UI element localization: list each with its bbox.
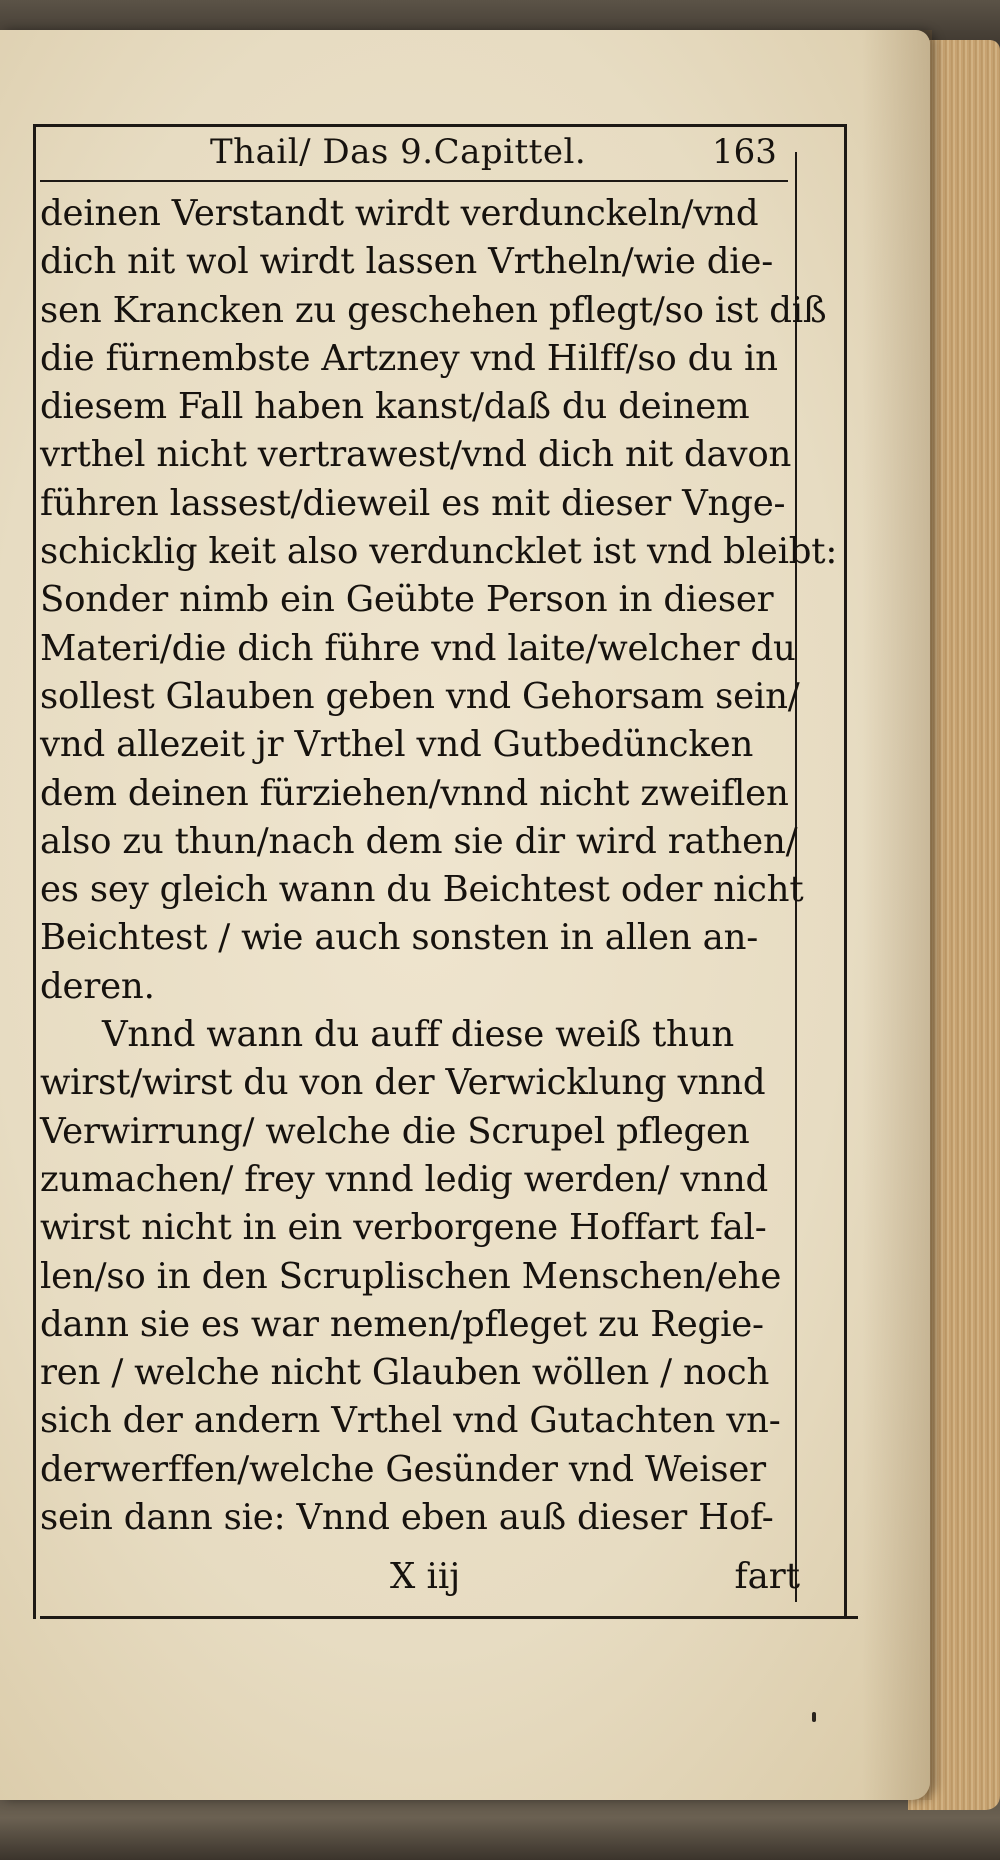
text-line: also zu thun/nach dem sie dir wird rathen/ [40, 820, 798, 862]
text-line: dem deinen fürziehen/vnnd nicht zweiflen [40, 772, 789, 814]
text-line: es sey gleich wann du Beichtest oder nicht [40, 869, 804, 911]
text-line: Sonder nimb ein Geübte Person in dieser [40, 579, 774, 621]
page-footer [40, 1552, 810, 1600]
text-line: vnd allezeit jr Vrthel vnd Gutbedüncken [40, 724, 754, 766]
text-line: sein dann sie: Vnnd eben auß dieser Hof- [40, 1497, 774, 1539]
text-line: Materi/die dich führe vnd laite/welcher du [40, 627, 796, 669]
body-text [40, 190, 838, 1542]
text-line: deinen Verstandt wirdt verdunckeln/vnd [40, 193, 759, 234]
header-rule [40, 180, 788, 182]
text-line: Beichtest / wie auch sonsten in allen an- [40, 917, 759, 959]
text-line: Verwirrung/ welche die Scrupel pflegen [40, 1110, 750, 1152]
text-line: deren. [40, 965, 155, 1007]
text-line: ren / welche nicht Glauben wöllen / noch [40, 1352, 770, 1394]
text-line: vrthel nicht vertrawest/vnd dich nit davon [40, 434, 792, 476]
text-line: führen lassest/dieweil es mit dieser Vnge- [40, 482, 786, 524]
text-line: wirst/wirst du von der Verwicklung vnnd [40, 1062, 766, 1104]
text-line: derwerffen/welche Gesünder vnd Weiser [40, 1448, 766, 1490]
running-title: Thail/ Das 9.Capittel. [210, 132, 587, 172]
text-line: len/so in den Scruplischen Menschen/ehe [40, 1255, 782, 1297]
signature-mark: X iij [390, 1556, 461, 1597]
text-line: wirst nicht in ein verborgene Hoffart fal- [40, 1207, 767, 1249]
running-header [40, 128, 800, 178]
paragraph-start-line: Vnnd wann du auff diese weiß thun [102, 1014, 735, 1056]
book-cover-bottom [0, 1790, 1000, 1860]
page-number: 163 [712, 132, 777, 172]
text-line: sen Krancken zu geschehen pflegt/so ist diß [40, 289, 827, 331]
text-line: zumachen/ frey vnnd ledig werden/ vnnd [40, 1158, 769, 1200]
text-line: sich der andern Vrthel vnd Gutachten vn- [40, 1400, 781, 1442]
text-line: schicklig keit also verduncklet ist vnd bleibt: [40, 531, 838, 573]
text-line: dich nit wol wirdt lassen Vrtheln/wie die- [40, 241, 774, 283]
text-line: die fürnembste Artzney vnd Hilff/so du in [40, 337, 778, 379]
page-shadow [862, 30, 932, 1800]
text-line: dann sie es war nemen/pfleget zu Regie- [40, 1303, 764, 1345]
catchword: fart [734, 1556, 800, 1597]
ink-fleck [812, 1712, 816, 1722]
text-line: sollest Glauben geben vnd Gehorsam sein/ [40, 675, 800, 717]
frame-bottom-rule [40, 1616, 858, 1619]
text-line: diesem Fall haben kanst/daß du deinem [40, 386, 750, 428]
